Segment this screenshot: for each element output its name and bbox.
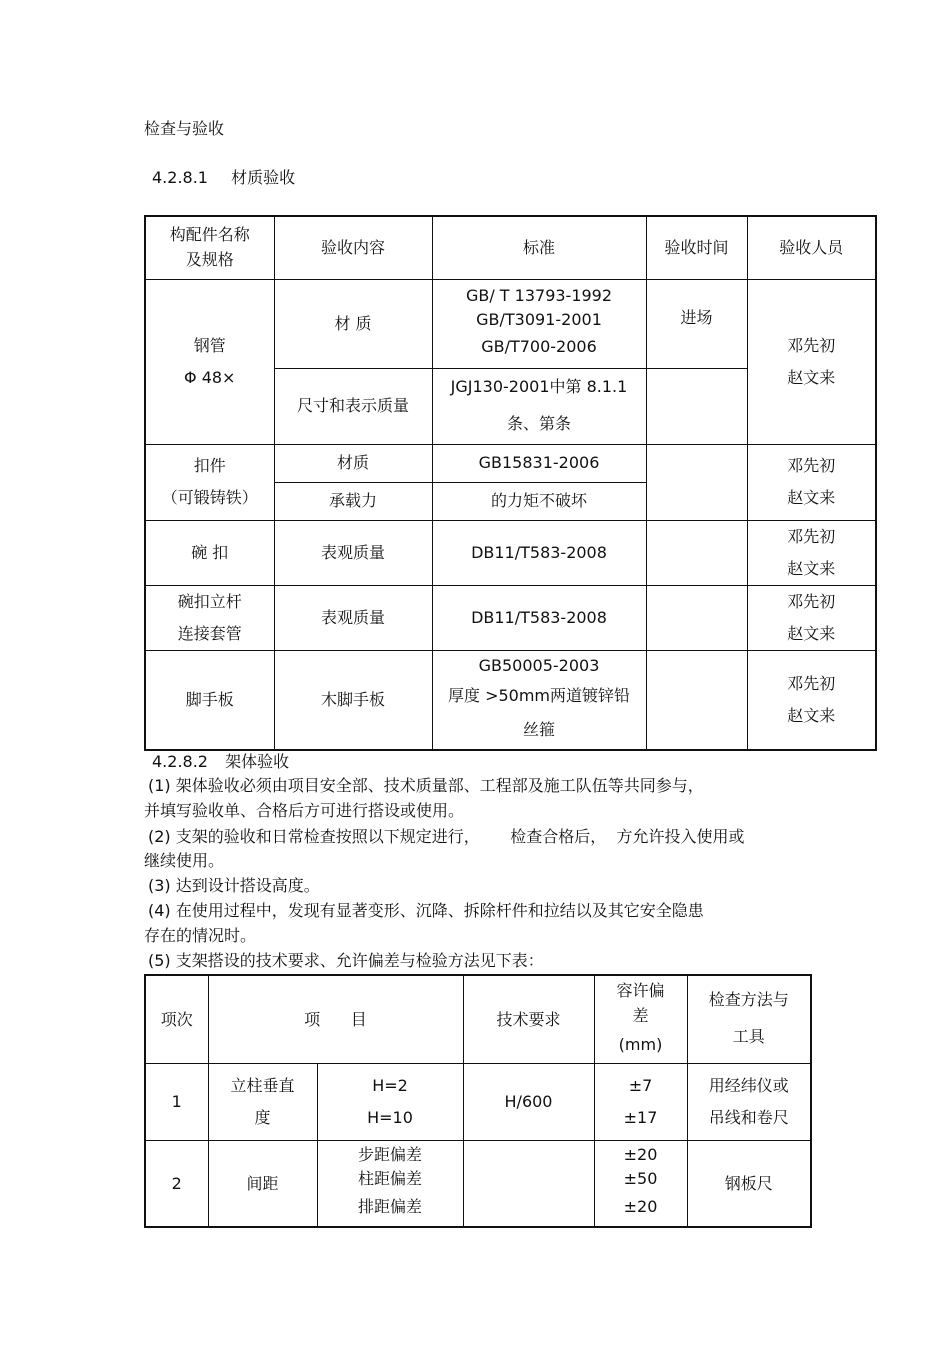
paragraph-4-line-2: 存在的情况时。 (144, 926, 257, 945)
standard-cell: 的力矩不破坏 (432, 482, 646, 520)
row-method: 用经纬仪或 吊线和卷尺 (687, 1063, 811, 1140)
paragraph-2-line-1: (2) 支架的验收和日常检查按照以下规定进行， 检查合格后， 方允许投入使用或 (148, 827, 745, 846)
acceptance-time (646, 650, 747, 750)
table-header-row (145, 216, 876, 279)
acceptance-time (646, 482, 747, 520)
paragraph-4-line-1: (4) 在使用过程中，发现有显著变形、沉降、拆除杆件和拉结以及其它安全隐患 (148, 901, 704, 920)
subsection-title: 架体验收 (225, 752, 290, 771)
acceptance-content: 承载力 (274, 482, 432, 520)
standard-cell: GB50005-2003 厚度 >50mm两道镀锌铅 丝箍 (432, 650, 646, 750)
acceptance-time: 进场 (646, 279, 747, 368)
table-row (145, 1063, 811, 1140)
standard-cell: DB11/T583-2008 (432, 585, 646, 650)
inspectors: 邓先初 赵文来 (747, 650, 876, 750)
paragraph-3: (3) 达到设计搭设高度。 (148, 876, 320, 895)
table-row (145, 520, 876, 585)
row-requirement: H/600 (463, 1063, 594, 1140)
header-method: 检查方法与 工具 (687, 975, 811, 1063)
acceptance-content: 表观质量 (274, 585, 432, 650)
row-index: 2 (145, 1140, 208, 1227)
row-sub-items: 步距偏差 柱距偏差 排距偏差 (317, 1140, 463, 1227)
header-index: 项次 (145, 975, 208, 1063)
inspectors: 邓先初 赵文来 (747, 444, 876, 520)
acceptance-time (646, 444, 747, 482)
table-row (145, 279, 876, 368)
header-item: 项 目 (208, 975, 463, 1063)
standard-cell: GB/ T 13793-1992 GB/T3091-2001 GB/T700-2006 (432, 279, 646, 368)
row-item: 间距 (208, 1140, 317, 1227)
table-row (145, 585, 876, 650)
paragraph-1-line-2: 并填写验收单、合格后方可进行搭设或使用。 (144, 801, 465, 820)
paragraph-5: (5) 支架搭设的技术要求、允许偏差与检验方法见下表： (148, 951, 544, 970)
component-name: 扣件 （可锻铸铁） (145, 444, 274, 520)
header-people: 验收人员 (747, 216, 876, 279)
header-content: 验收内容 (274, 216, 432, 279)
component-name: 钢管 Φ 48× (145, 279, 274, 444)
row-tolerances: ±20 ±50 ±20 (594, 1140, 687, 1227)
material-acceptance-table (144, 215, 877, 751)
row-tolerances: ±7 ±17 (594, 1063, 687, 1140)
paragraph-2-line-2: 继续使用。 (144, 851, 225, 870)
acceptance-content: 材 质 (274, 279, 432, 368)
component-name: 碗 扣 (145, 520, 274, 585)
header-requirement: 技术要求 (463, 975, 594, 1063)
subsection-number: 4.2.8.2 (152, 752, 208, 771)
component-name: 脚手板 (145, 650, 274, 750)
component-name: 碗扣立杆 连接套管 (145, 585, 274, 650)
subsection-heading-1 (152, 170, 295, 186)
row-index: 1 (145, 1063, 208, 1140)
acceptance-time (646, 520, 747, 585)
table-row (145, 650, 876, 750)
section-title: 检查与验收 (144, 119, 225, 138)
inspectors: 邓先初 赵文来 (747, 585, 876, 650)
subsection-title: 材质验收 (231, 168, 296, 187)
row-item: 立柱垂直 度 (208, 1063, 317, 1140)
acceptance-content: 表观质量 (274, 520, 432, 585)
subsection-heading-2 (152, 754, 289, 770)
table-row (145, 444, 876, 482)
row-method: 钢板尺 (687, 1140, 811, 1227)
standard-cell: GB15831-2006 (432, 444, 646, 482)
standard-cell: JGJ130-2001中第 8.1.1 条、第条 (432, 368, 646, 444)
header-standard: 标准 (432, 216, 646, 279)
acceptance-time (646, 585, 747, 650)
table-row (145, 1140, 811, 1227)
acceptance-time (646, 368, 747, 444)
row-requirement (463, 1140, 594, 1227)
acceptance-content: 尺寸和表示质量 (274, 368, 432, 444)
header-time: 验收时间 (646, 216, 747, 279)
header-name-spec: 构配件名称 及规格 (145, 216, 274, 279)
acceptance-content: 木脚手板 (274, 650, 432, 750)
subsection-number: 4.2.8.1 (152, 168, 208, 187)
table-header-row (145, 975, 811, 1063)
frame-tolerance-table (144, 974, 812, 1228)
paragraph-1-line-1: (1) 架体验收必须由项目安全部、技术质量部、工程部及施工队伍等共同参与， (148, 776, 704, 795)
acceptance-content: 材质 (274, 444, 432, 482)
inspectors: 邓先初 赵文来 (747, 279, 876, 444)
inspectors: 邓先初 赵文来 (747, 520, 876, 585)
standard-cell: DB11/T583-2008 (432, 520, 646, 585)
header-tolerance: 容许偏 差 (mm) (594, 975, 687, 1063)
row-sub-items: H=2 H=10 (317, 1063, 463, 1140)
